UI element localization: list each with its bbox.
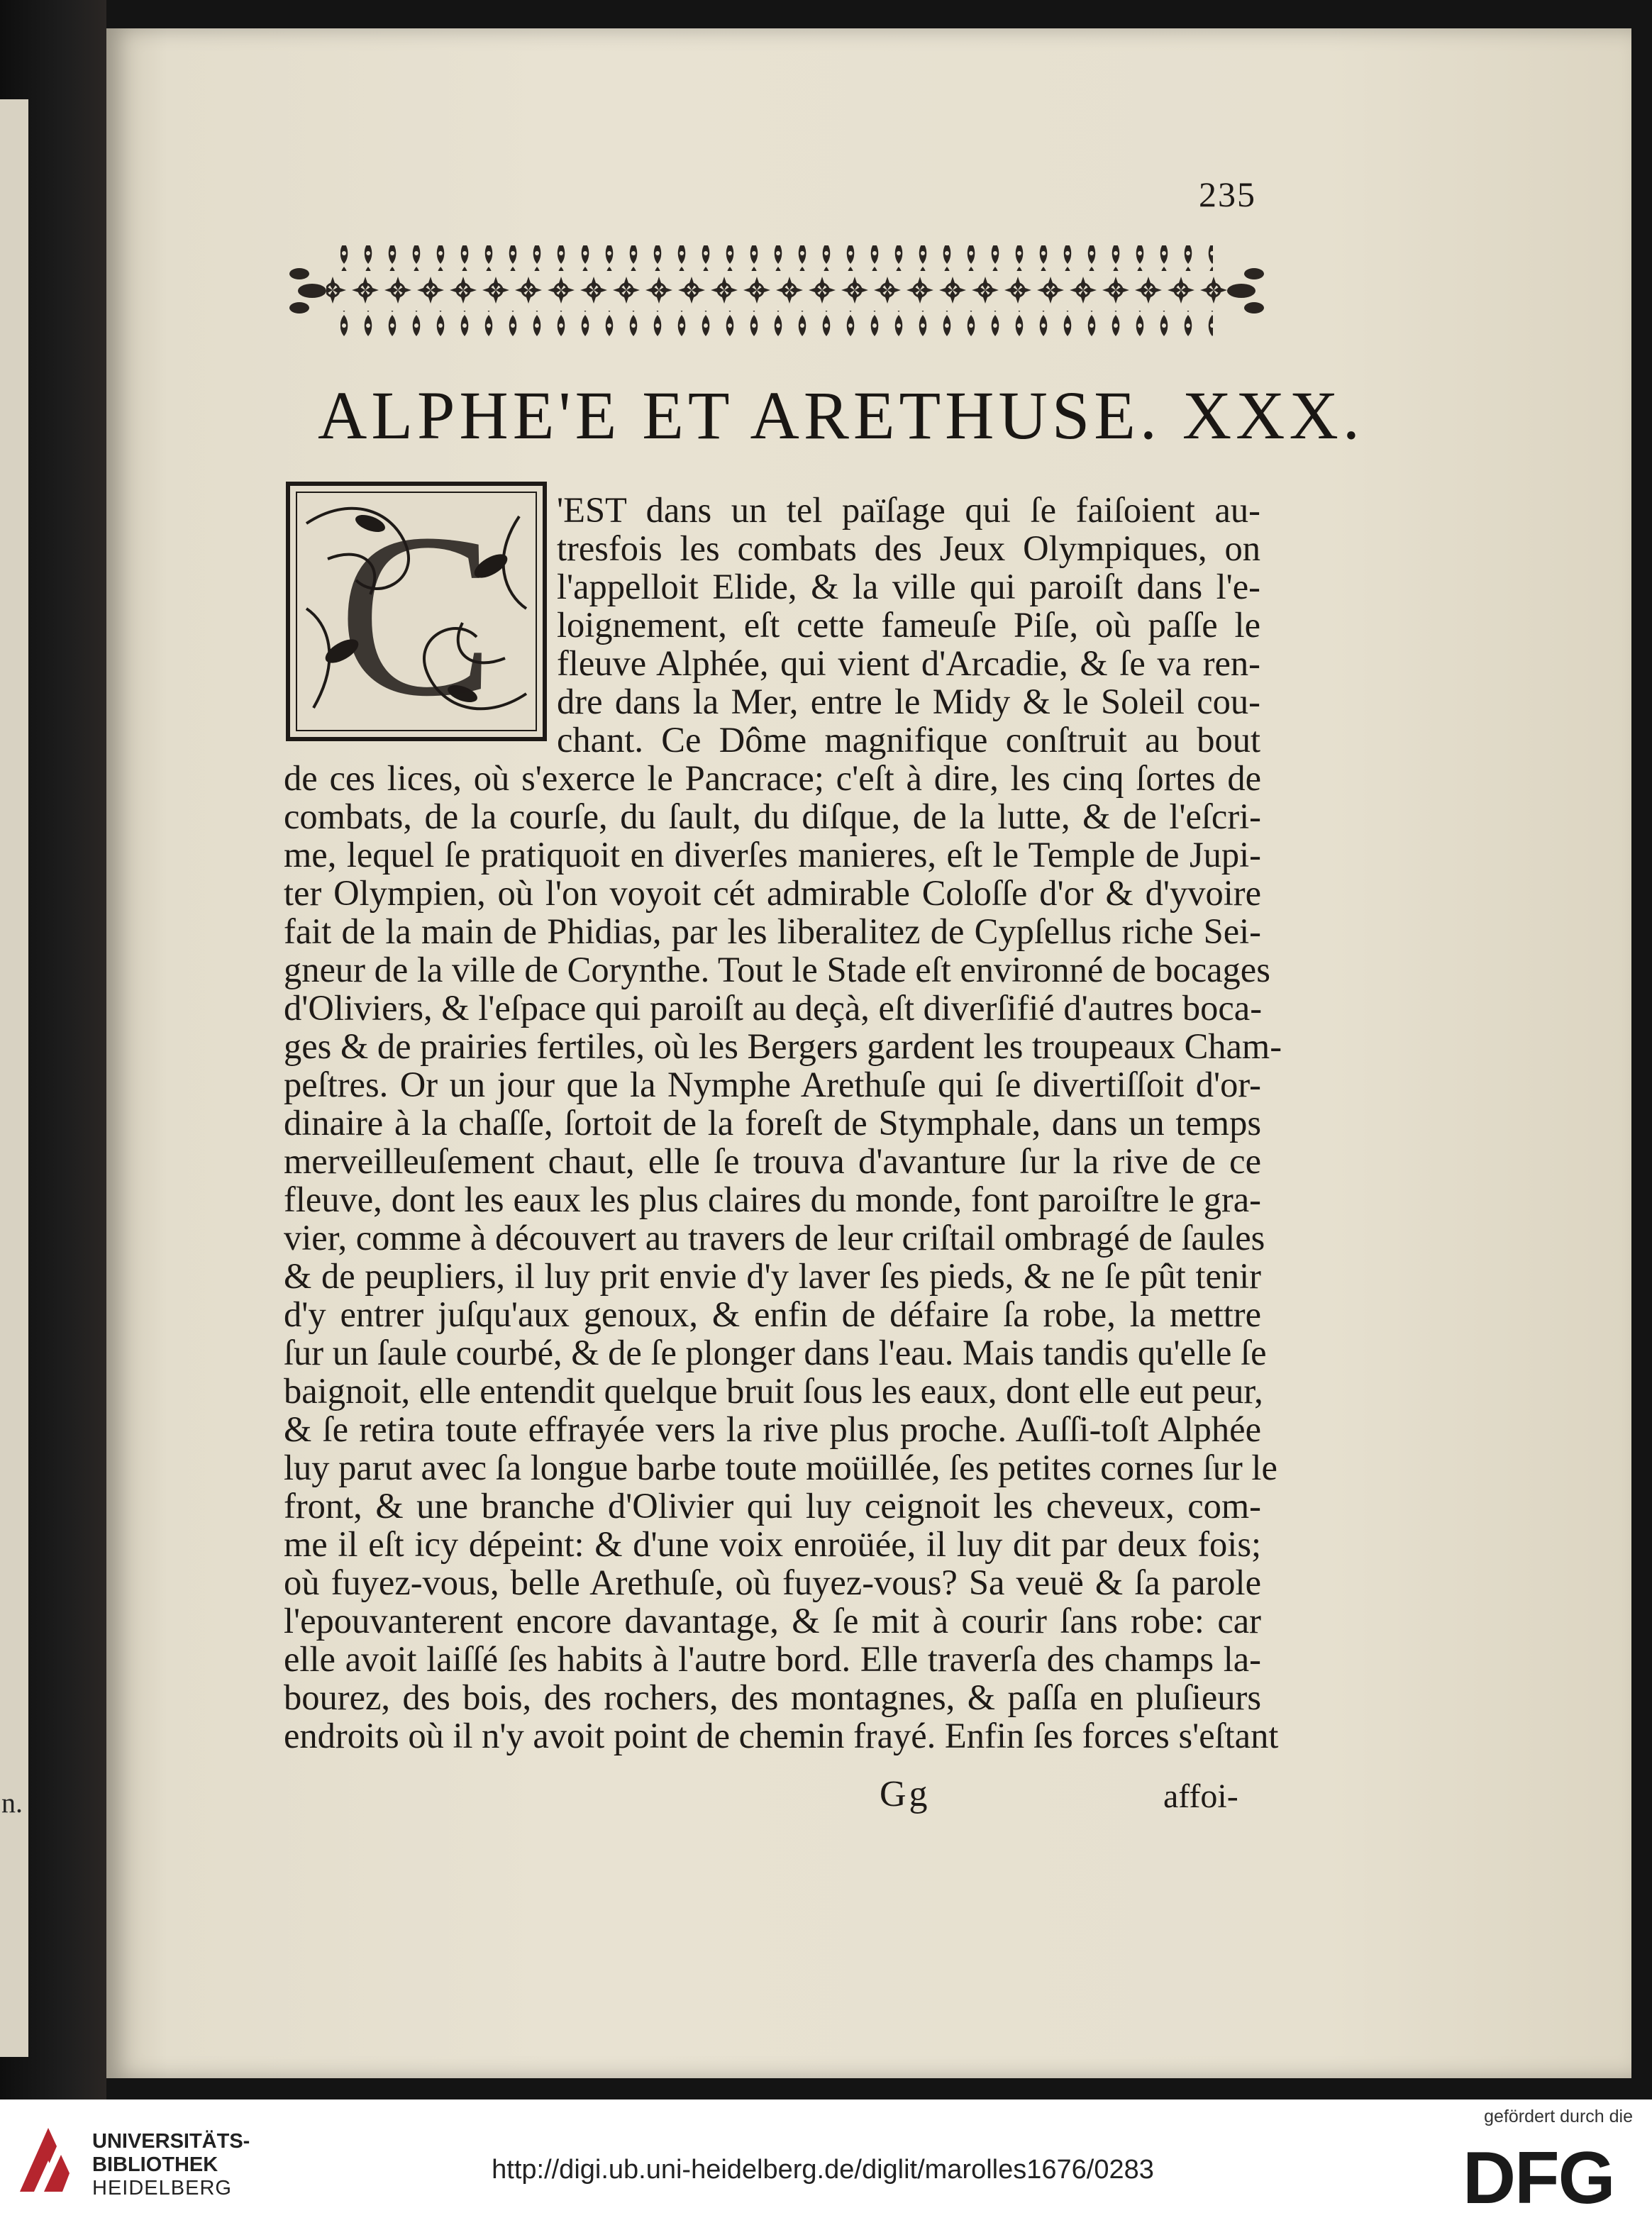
body-line-short-6: dre dans la Mer, entre le Midy & le Soleil cou-	[557, 682, 1260, 721]
body-line-23: l'epouvanterent encore davantage, & ſe mit à courir ſans robe: car	[284, 1601, 1261, 1641]
body-line-1: de ces lices, où s'exerce le Pancrace; c'eſt à dire, les cinq ſortes de	[284, 758, 1261, 798]
body-line-short-4: loignement, eſt cette fameuſe Piſe, où paſſe le	[557, 605, 1260, 645]
body-line-short-3: l'appelloit Elide, & la ville qui paroiſt dans l'e-	[557, 567, 1260, 606]
drop-cap-letter: C	[338, 486, 495, 742]
body-line-16: ſur un ſaule courbé, & de ſe plonger dans l'eau. Mais tandis qu'elle ſe	[284, 1333, 1267, 1372]
library-name-line1: UNIVERSITÄTS-	[92, 2130, 250, 2153]
body-line-21: me il eſt icy dépeint: & d'une voix enroüée, il luy dit par deux fois;	[284, 1524, 1261, 1564]
drop-cap-ornament	[285, 481, 548, 742]
ornament-right-scroll-icon	[1227, 268, 1264, 314]
body-line-2: combats, de la courſe, du ſault, du diſque, de la lutte, & de l'eſcri-	[284, 797, 1261, 836]
dfg-logo-icon	[1463, 2141, 1633, 2212]
body-line-13: vier, comme à découvert au travers de leur criſtail ombragé de ſaules	[284, 1218, 1265, 1258]
body-line-3: me, lequel ſe pratiquoit en diverſes manieres, eſt le Temple de Jupi-	[284, 835, 1261, 875]
body-line-17: baignoit, elle entendit quelque bruit ſous les eaux, dont elle eut peur,	[284, 1371, 1263, 1411]
catchword: affoi-	[1163, 1777, 1238, 1815]
previous-page-edge	[0, 99, 28, 2057]
ornament-band	[284, 241, 1270, 340]
body-line-short-7: chant. Ce Dôme magnifique conſtruit au bout	[557, 720, 1260, 760]
body-line-5: fait de la main de Phidias, par les liberalitez de Cypſellus riche Sei-	[284, 911, 1261, 951]
body-line-26: endroits où il n'y avoit point de chemin frayé. Enfin ſes forces s'eſtant	[284, 1716, 1279, 1755]
body-line-24: elle avoit laiſſé ſes habits à l'autre bord. Elle traverſa des champs la-	[284, 1639, 1261, 1679]
dfg-logo-text: DFG	[1463, 2141, 1614, 2212]
body-line-short-2: tresfois les combats des Jeux Olympiques, on	[557, 528, 1260, 568]
body-line-25: bourez, des bois, des rochers, des montagnes, & paſſa en pluſieurs	[284, 1677, 1261, 1717]
ornament-left-scroll-icon	[289, 268, 326, 314]
body-line-12: fleuve, dont les eaux les plus claires du monde, font paroiſtre le gra-	[284, 1180, 1261, 1219]
body-line-15: d'y entrer juſqu'aux genoux, & enfin de défaire ſa robe, la mettre	[284, 1294, 1261, 1334]
body-line-20: front, & une branche d'Olivier qui luy ceignoit les cheveux, com-	[284, 1486, 1261, 1526]
body-line-11: merveilleuſement chaut, elle ſe trouva d'avanture ſur la rive de ce	[284, 1141, 1261, 1181]
body-line-short-5: fleuve Alphée, qui vient d'Arcadie, & ſe va ren-	[557, 643, 1260, 683]
signature-mark: Gg	[880, 1774, 931, 1814]
library-name-line2: BIBLIOTHEK	[92, 2153, 218, 2176]
page-number: 235	[1199, 174, 1256, 214]
permalink-url[interactable]: http://digi.ub.uni-heidelberg.de/diglit/marolles1676/0283	[492, 2155, 1154, 2185]
body-line-7: d'Oliviers, & l'eſpace qui paroiſt au deçà, eſt diverſifié d'autres boca-	[284, 988, 1263, 1028]
funding-caption: gefördert durch die	[1484, 2107, 1633, 2126]
body-line-short-1: 'EST dans un tel païſage qui ſe faiſoient au-	[557, 490, 1260, 530]
body-line-19: luy parut avec ſa longue barbe toute moüillée, ſes petites cornes ſur le	[284, 1448, 1277, 1487]
body-line-9: peſtres. Or un jour que la Nymphe Arethuſe qui ſe divertiſſoit d'or-	[284, 1065, 1261, 1104]
body-line-18: & ſe retira toute effrayée vers la rive plus proche. Auſſi-toſt Alphée	[284, 1409, 1261, 1449]
body-line-4: ter Olympien, où l'on voyoit cét admirable Coloſſe d'or & d'yvoire	[284, 873, 1261, 913]
chapter-title: ALPHE'E ET ARETHUSE. XXX.	[318, 377, 1364, 453]
university-library-logo-icon	[13, 2121, 84, 2199]
library-name	[92, 2130, 250, 2200]
body-line-10: dinaire à la chaſſe, ſortoit de la foreſt de Stymphale, dans un temps	[284, 1103, 1261, 1143]
body-line-22: où fuyez-vous, belle Arethuſe, où fuyez-vous? Sa veuë & ſa parole	[284, 1563, 1261, 1602]
body-line-6: gneur de la ville de Corynthe. Tout le Stade eſt environné de bocages	[284, 950, 1270, 989]
body-line-8: ges & de prairies fertiles, où les Bergers gardent les troupeaux Cham-	[284, 1026, 1282, 1066]
previous-page-fragment: n.	[1, 1787, 23, 1819]
body-line-14: & de peupliers, il luy prit envie d'y laver ſes pieds, & ne ſe pût tenir	[284, 1256, 1261, 1296]
library-name-line3: HEIDELBERG	[92, 2177, 232, 2200]
